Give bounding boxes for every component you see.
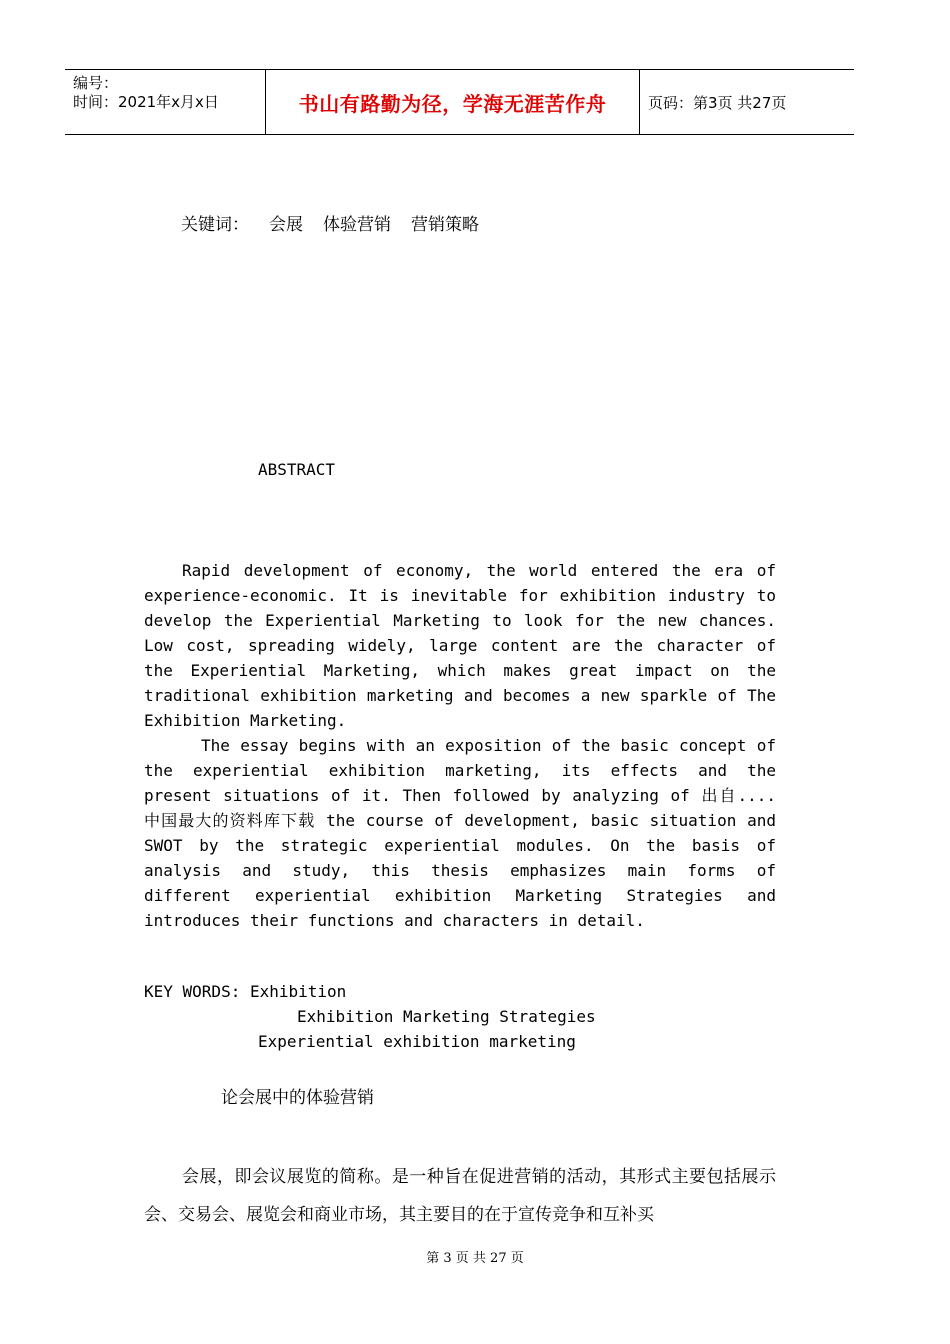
abstract-paragraph-1: Rapid development of economy, the world entered the era of experience-economic. It is inevitable for exhibition industry to develop the Experiential Marketing to look for the new chances. Low cost, spreading widely, large content are the character of the Experiential Marketing, which makes great impact on the traditional exhibition marketing and becomes a new sparkle of The Exhibition Marketing. <box>144 561 776 730</box>
header-page-cell <box>640 70 854 134</box>
header-meta-cell <box>65 70 266 134</box>
header-motto: 书山有路勤为径，学海无涯苦作舟 <box>298 91 607 116</box>
header-motto-cell <box>266 70 640 134</box>
en-keyword: Exhibition Marketing Strategies <box>297 1007 596 1026</box>
abstract-paragraph-2: The essay begins with an exposition of the basic concept of the experiential exhibition marketing, its effects and the present situations of it. Then followed by analyzing of 出自.... 中国最大的资料库下载 the course of development, basic situation and SWOT by the strategic experiential modules. On the basis of analysis and study, this thesis emphasizes main forms of different experiential exhibition Marketing Strategies and introduces their functions and characters in detail. <box>144 736 776 930</box>
abstract-title: ABSTRACT <box>258 460 336 479</box>
en-keyword: Experiential exhibition marketing <box>258 1032 576 1051</box>
cn-keywords <box>181 210 479 235</box>
header-page-info: 页码：第3页 共27页 <box>648 93 787 112</box>
section-title: 论会展中的体验营销 <box>221 1088 374 1108</box>
cn-keyword: 会展 <box>269 215 303 235</box>
document-time-label: 时间：2021年x月x日 <box>73 93 219 111</box>
page-header <box>65 69 854 135</box>
cn-keyword: 营销策略 <box>411 215 479 235</box>
cn-keywords-label: 关键词： <box>181 215 249 235</box>
page-footer: 第 3 页 共 27 页 <box>426 1251 524 1266</box>
body-paragraph: 会展，即会议展览的简称。是一种旨在促进营销的活动，其形式主要包括展示会、交易会、展览会和商业市场，其主要目的在于宣传竞争和互补买 <box>144 1167 776 1225</box>
en-keywords-label: KEY WORDS: Exhibition <box>144 982 347 1001</box>
document-code-label: 编号： <box>73 74 119 92</box>
cn-keyword: 体验营销 <box>323 215 391 235</box>
